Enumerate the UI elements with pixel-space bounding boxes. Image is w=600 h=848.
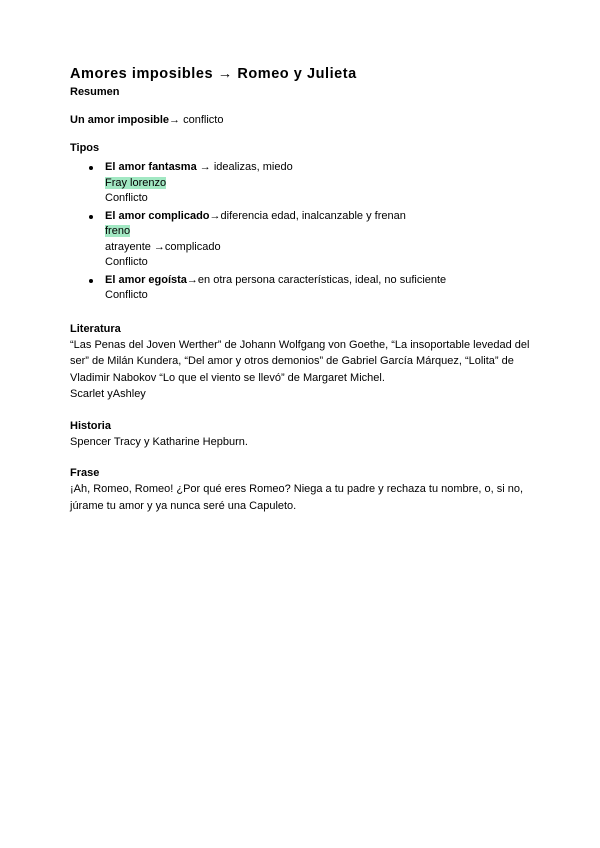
page-title: Amores imposibles → Romeo y Julieta bbox=[70, 66, 357, 82]
list-item-detail: →diferencia edad, inalcanzable y frenan bbox=[209, 209, 406, 222]
lead-statement bbox=[70, 113, 538, 127]
spacer bbox=[70, 99, 538, 113]
frase-body: ¡Ah, Romeo, Romeo! ¿Por qué eres Romeo? Niega a tu padre y rechaza tu nombre, o, si no, júrame tu amor y ya nunca seré una Capuleto. bbox=[70, 483, 524, 512]
list-item bbox=[70, 209, 538, 271]
list-item-highlighted bbox=[105, 224, 538, 240]
list-item-extra: Conflicto bbox=[105, 256, 148, 268]
spacer bbox=[70, 127, 538, 141]
list-item-main bbox=[105, 273, 538, 289]
list-item-main bbox=[105, 160, 538, 176]
spacer bbox=[70, 450, 538, 466]
list-item-term: El amor complicado bbox=[105, 209, 210, 222]
section-heading-tipos: Tipos bbox=[70, 142, 100, 154]
list-item-extra: Conflicto bbox=[105, 192, 148, 204]
list-item-extra: Conflicto bbox=[105, 289, 148, 301]
section-heading-frase: Frase bbox=[70, 467, 100, 479]
list-item-highlighted bbox=[105, 176, 538, 192]
literatura-extra: Scarlet yAshley bbox=[70, 388, 146, 400]
list-item-extra: atrayente →complicado bbox=[105, 240, 221, 253]
section-heading-resumen: Resumen bbox=[70, 86, 120, 98]
lead-statement-bold: Un amor imposible bbox=[70, 114, 170, 126]
section-heading-historia: Historia bbox=[70, 419, 111, 432]
list-item-term: El amor egoísta bbox=[105, 273, 187, 286]
section-heading-literatura: Literatura bbox=[70, 322, 121, 335]
list-item bbox=[70, 160, 538, 207]
highlight-mark: Fray lorenzo bbox=[105, 176, 167, 189]
list-item-detail: → idealizas, miedo bbox=[196, 161, 293, 173]
list-item-main bbox=[105, 209, 538, 225]
spacer bbox=[70, 403, 538, 419]
list-item-term: El amor fantasma bbox=[105, 161, 197, 173]
highlight-mark: freno bbox=[105, 225, 131, 237]
list-item bbox=[70, 273, 538, 304]
tipos-list bbox=[70, 160, 538, 304]
list-item-detail: →en otra persona características, ideal, no suficiente bbox=[186, 273, 447, 286]
historia-body: Spencer Tracy y Katharine Hepburn. bbox=[70, 435, 248, 448]
spacer bbox=[70, 306, 538, 322]
lead-statement-rest: → conflicto bbox=[169, 114, 224, 126]
literatura-body: “Las Penas del Joven Werther” de Johann Wolfgang von Goethe, “La insoportable levedad del ser” de Milán Kundera, “Del amor y otros demonios” de Gabriel García Márquez, “Lolita” de Vladimir Nabokov “Lo que el viento se llevó” de Margaret Michel. bbox=[70, 338, 530, 384]
